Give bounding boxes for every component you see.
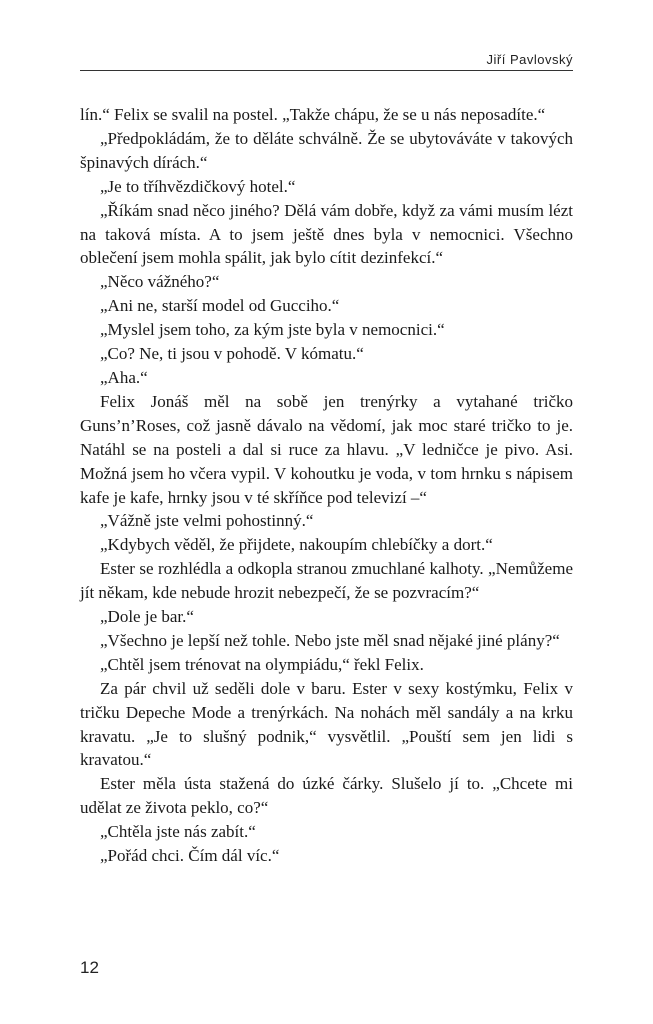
- paragraph: „Vážně jste velmi pohostinný.“: [100, 511, 314, 531]
- paragraph: Za pár chvil už seděli dole v baru. Ester v sexy kostýmku, Felix v tričku Depeche Mode a trenýrkách. Na nohách měl sandály a na krku kravatu. „Je to slušný podnik,“ vysvětlil. „Pouští sem jen lidi s kravatou.“: [80, 678, 573, 770]
- paragraph: „Aha.“: [100, 367, 148, 387]
- paragraph: „Myslel jsem toho, za kým jste byla v nemocnici.“: [100, 320, 445, 340]
- paragraph: „Kdybych věděl, že přijdete, nakoupím chlebíčky a dort.“: [100, 535, 493, 555]
- paragraph: „Předpokládám, že to děláte schválně. Že se ubytováváte v takových špinavých dírách.“: [80, 128, 573, 172]
- paragraph: „Dole je bar.“: [100, 607, 194, 627]
- running-header: [487, 52, 573, 67]
- header-rule: [80, 70, 573, 71]
- paragraph: Felix Jonáš měl na sobě jen trenýrky a vytahané tričko Guns’n’Roses, což jasně dávalo na vědomí, jak moc staré tričko to je. Natáhl se na posteli a dal si ruce za hlavu. „V ledničce je pivo. Asi. Možná jsem ho včera vypil. V kohoutku je voda, v tom hrnku s nápisem kafe je kafe, hrnky jsou v té skříňce pod televizí –“: [80, 391, 573, 507]
- page-number: 12: [80, 958, 99, 977]
- paragraph: „Pořád chci. Čím dál víc.“: [100, 846, 280, 866]
- paragraph: lín.“ Felix se svalil na postel. „Takže chápu, že se u nás neposadíte.“: [80, 105, 546, 124]
- paragraph: „Všechno je lepší než tohle. Nebo jste měl snad nějaké jiné plány?“: [100, 630, 560, 650]
- paragraph: Ester měla ústa stažená do úzké čárky. Slušelo jí to. „Chcete mi udělat ze života peklo, co?“: [80, 774, 573, 818]
- paragraph: „Co? Ne, ti jsou v pohodě. V kómatu.“: [100, 344, 364, 364]
- body-text: [80, 103, 573, 868]
- paragraph: Ester se rozhlédla a odkopla stranou zmuchlané kalhoty. „Nemůžeme jít někam, kde nebude hrozit nebezpečí, že se pozvracím?“: [80, 559, 573, 603]
- paragraph: „Říkám snad něco jiného? Dělá vám dobře, když za vámi musím lézt na taková místa. A to jsem ještě dnes byla v nemocnici. Všechno oblečení jsem mohla spálit, jak bylo cítit dezinfekcí.“: [80, 200, 573, 268]
- paragraph: „Je to tříhvězdičkový hotel.“: [100, 176, 296, 196]
- paragraph: „Chtěl jsem trénovat na olympiádu,“ řekl Felix.: [100, 654, 424, 674]
- paragraph: „Něco vážného?“: [100, 272, 220, 292]
- header-author: Jiří Pavlovský: [486, 52, 573, 67]
- paragraph: „Ani ne, starší model od Gucciho.“: [100, 296, 340, 316]
- paragraph: „Chtěla jste nás zabít.“: [100, 822, 256, 842]
